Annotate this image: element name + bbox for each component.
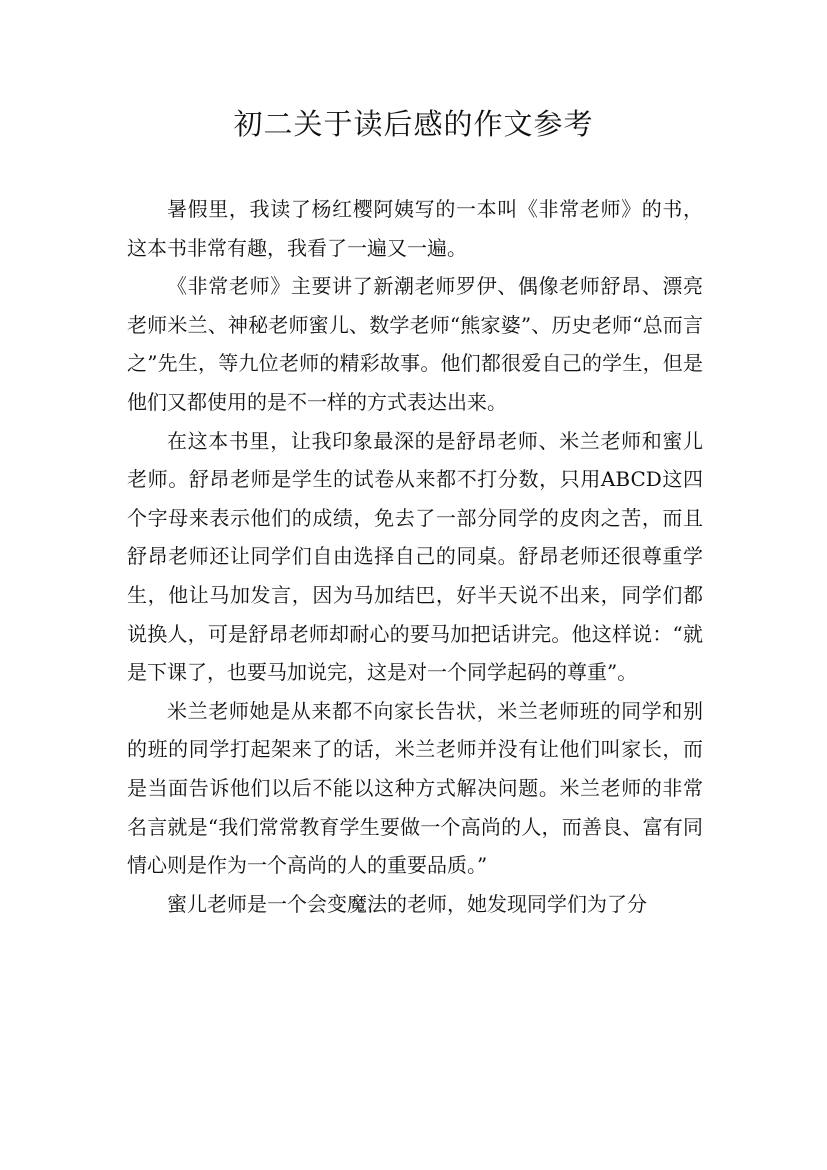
paragraph: 暑假里，我读了杨红樱阿姨写的一本叫《非常老师》的书，这本书非常有趣，我看了一遍又一遍。 <box>127 197 703 260</box>
document-title: 初二关于读后感的作文参考 <box>233 107 594 141</box>
paragraph: 蜜儿老师是一个会变魔法的老师，她发现同学们为了分 <box>167 891 647 916</box>
paragraph: 《非常老师》主要讲了新潮老师罗伊、偶像老师舒昂、漂亮老师米兰、神秘老师蜜儿、数学老师“熊家婆”、历史老师“总而言之”先生，等九位老师的精彩故事。他们都很爱自己的学生，但是他们又都使用的是不一样的方式表达出来。 <box>127 274 703 414</box>
document-body <box>127 190 703 923</box>
paragraph: 米兰老师她是从来都不向家长告状，米兰老师班的同学和别的班的同学打起架来了的话，米兰老师并没有让他们叫家长，而是当面告诉他们以后不能以这种方式解决问题。米兰老师的非常名言就是“我们常常教育学生要做一个高尚的人，而善良、富有同情心则是作为一个高尚的人的重要品质。” <box>127 698 703 878</box>
paragraph: 在这本书里，让我印象最深的是舒昂老师、米兰老师和蜜儿老师。舒昂老师是学生的试卷从来都不打分数，只用ABCD这四个字母来表示他们的成绩，免去了一部分同学的皮肉之苦，而且舒昂老师还让同学们自由选择自己的同桌。舒昂老师还很尊重学生，他让马加发言，因为马加结巴，好半天说不出来，同学们都说换人，可是舒昂老师却耐心的要马加把话讲完。他这样说：“就是下课了，也要马加说完，这是对一个同学起码的尊重”。 <box>127 428 703 685</box>
